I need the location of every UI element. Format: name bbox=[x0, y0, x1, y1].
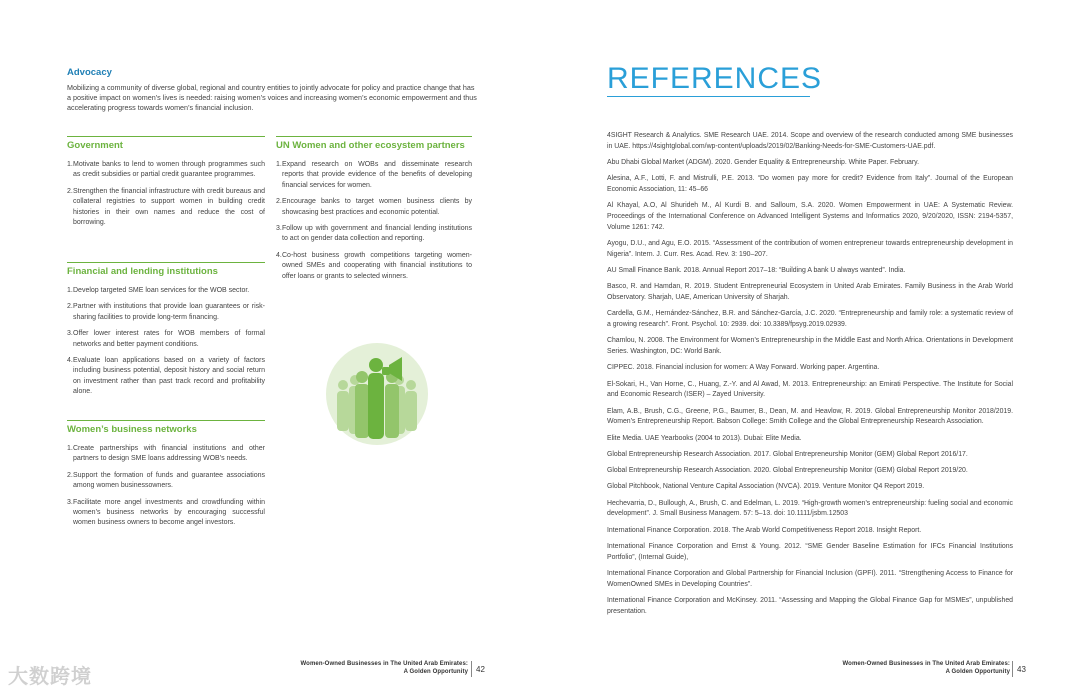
item-number: 3. bbox=[67, 498, 73, 506]
item-text: Partner with institutions that provide loan guarantees or risk-sharing facilities to provide long-term financing. bbox=[73, 303, 265, 321]
reference-entry: Ayogu, D.U., and Agu, E.O. 2015. “Assessment of the contribution of women entrepreneur towards entrepreneurship development in Nigeria”. Intern. J. Curr. Res. Acad. Rev. 3: 190–207. bbox=[607, 240, 1013, 258]
item-text: Facilitate more angel investments and crowdfunding within women’s business networks by encouraging successful women business owners to become angel investors. bbox=[73, 498, 265, 527]
list-item bbox=[67, 160, 265, 181]
government-heading: Government bbox=[67, 140, 123, 151]
item-text: Evaluate loan applications based on a variety of factors including business potential, deposit history and social return on investment rather than past track record and profitability alone. bbox=[73, 357, 265, 396]
list-item bbox=[276, 197, 472, 218]
item-text: Create partnerships with financial institutions and other partners to design SME loans addressing WOB’s needs. bbox=[73, 445, 265, 463]
reference-entry: International Finance Corporation and Ernst & Young. 2012. “SME Gender Baseline Estimation for IFCs Financial Institutions Portfolio”, (Internal Guide), bbox=[607, 543, 1013, 561]
un-women-section bbox=[276, 136, 472, 288]
references-title-underline bbox=[607, 96, 810, 97]
advocacy-body: Mobilizing a community of diverse global, regional and country entities to jointly advocate for policy and practice change that has a positive impact on women’s lives is needed: raising women’s voices and increasing women’s economic empowerment and thus accelerating progress towards women’s financial inclusion. bbox=[67, 83, 477, 113]
list-item bbox=[276, 251, 472, 282]
advocacy-heading: Advocacy bbox=[67, 67, 112, 78]
megaphone-crowd-illustration bbox=[326, 343, 428, 445]
list-item bbox=[67, 329, 265, 350]
government-list bbox=[67, 160, 265, 228]
right-footer bbox=[820, 661, 1010, 676]
item-number: 2. bbox=[67, 187, 73, 195]
reference-entry: Alesina, A.F., Lotti, F. and Mistrulli, P.E. 2013. “Do women pay more for credit? Evidence from Italy”. Journal of the European Economic Association, 11: 45–66 bbox=[607, 175, 1013, 193]
item-text: Strengthen the financial infrastructure with credit bureaus and collateral registries to support women in building credit histories in their own names and reduce the cost of borrowing. bbox=[73, 187, 265, 227]
footer-title-line2: A Golden Opportunity bbox=[403, 668, 468, 675]
item-number: 2. bbox=[67, 303, 73, 311]
item-number: 1. bbox=[67, 445, 73, 452]
item-text: Support the formation of funds and guarantee associations among women businessowners. bbox=[73, 471, 265, 490]
footer-title-line2: A Golden Opportunity bbox=[945, 668, 1010, 675]
item-number: 1. bbox=[276, 161, 282, 168]
list-item bbox=[67, 302, 265, 323]
item-number: 4. bbox=[67, 357, 73, 365]
list-item bbox=[67, 187, 265, 229]
watermark: 大数跨境 bbox=[8, 666, 92, 688]
reference-entry: International Finance Corporation and McKinsey. 2011. “Assessing and Mapping the Global Finance Gap for MSMEs”, unpublished presentation. bbox=[607, 597, 1013, 615]
reference-entry: Hechevarria, D., Bullough, A., Brush, C. and Edelman, L. 2019. “High-growth women’s entrepreneurship: fueling social and economic development”. J. Small Business Managem. 57: 5–13. doi: 10.1111/jsbm.12503 bbox=[607, 499, 1013, 518]
item-text: Expand research on WOBs and disseminate research reports that provide evidence of the benefits of developing financial services for women. bbox=[282, 161, 472, 189]
item-number: 2. bbox=[276, 198, 282, 206]
left-footer bbox=[278, 661, 468, 676]
list-item bbox=[67, 498, 265, 529]
item-number: 3. bbox=[276, 225, 282, 233]
reference-entry: 4SIGHT Research & Analytics. SME Research UAE. 2014. Scope and overview of the research conducted among SME businesses in UAE. https://4sightglobal.com/wp-content/uploads/2019/02/Banking-Needs-for-SME-Customers-UAE.pdf. bbox=[607, 132, 1013, 150]
footer-divider bbox=[471, 661, 472, 677]
reference-entry: Chamlou, N. 2008. The Environment for Women’s Entrepreneurship in the Middle East and North Africa. Orientations in Development Series. Washington, DC: World Bank. bbox=[607, 337, 1013, 355]
reference-entry: Elam, A.B., Brush, C.G., Greene, P.G., Baumer, B., Dean, M. and Heavlow, R. 2019. Global Entrepreneurship Monitor 2018/2019. Women’s Entrepreneurship Report. Babson College: Smith College and the Global Entrepreneurship Research Association. bbox=[607, 407, 1013, 426]
reference-entry: Basco, R. and Hamdan, R. 2019. Student Entrepreneurial Ecosystem in United Arab Emirates. Family Business in the Arab World Observatory. Sharjah, UAE, American University of Sharjah. bbox=[607, 283, 1013, 301]
reference-entry: Elite Media. UAE Yearbooks (2004 to 2013). Dubai: Elite Media. bbox=[607, 434, 802, 442]
financial-list bbox=[67, 286, 265, 398]
un-women-list bbox=[276, 160, 472, 282]
item-number: 2. bbox=[67, 471, 73, 479]
item-text: Follow up with government and financial lending institutions to act on gender data collection and reporting. bbox=[282, 225, 472, 243]
reference-entry: Global Entrepreneurship Research Association. 2017. Global Entrepreneurship Monitor (GEM) Global Report 2016/17. bbox=[607, 450, 968, 458]
list-item bbox=[276, 224, 472, 245]
financial-heading: Financial and lending institutions bbox=[67, 266, 218, 277]
un-women-heading: UN Women and other ecosystem partners bbox=[276, 140, 465, 151]
item-text: Encourage banks to target women business clients by showcasing best practices and economic potential. bbox=[282, 198, 472, 216]
reference-entry: CIPPEC. 2018. Financial inclusion for women: A Way Forward. Working paper. Argentina. bbox=[607, 364, 880, 372]
reference-entry: Abu Dhabi Global Market (ADGM). 2020. Gender Equality & Entrepreneurship. White Paper. February. bbox=[607, 159, 920, 166]
reference-entry: International Finance Corporation and Global Partnership for Financial Inclusion (GPFI). 2011. “Strengthening Access to Finance for WomenOwned SMEs in Developing Countries”. bbox=[607, 570, 1013, 588]
networks-list bbox=[67, 444, 265, 529]
page-number: 42 bbox=[476, 665, 485, 674]
footer-title-line1: Women-Owned Businesses in The United Arab Emirates: bbox=[842, 661, 1010, 667]
financial-institutions-section bbox=[67, 262, 265, 404]
womens-networks-section bbox=[67, 420, 265, 535]
item-text: Motivate banks to lend to women through programmes such as credit subsidies or partial credit guarantee programmes. bbox=[73, 161, 265, 179]
item-text: Develop targeted SME loan services for the WOB sector. bbox=[73, 287, 250, 294]
networks-heading: Women’s business networks bbox=[67, 424, 197, 435]
reference-entry: AU Small Finance Bank. 2018. Annual Report 2017–18: “Building A bank U always wanted”. India. bbox=[607, 267, 906, 274]
item-number: 3. bbox=[67, 330, 73, 338]
footer-title-line1: Women-Owned Businesses in The United Arab Emirates: bbox=[300, 661, 468, 667]
reference-entry: Cardella, G.M., Hernández-Sánchez, B.R. and Sánchez-García, J.C. 2020. “Entrepreneurship and family role: a systematic review of a growing research”. Front. Psychol. 10: 2939. doi: 10.3389/fpsyg.2019.02939. bbox=[607, 310, 1013, 328]
list-item bbox=[67, 286, 265, 296]
reference-entry: Al Khayal, A.O, Al Shurideh M., Al Kurdi B. and Salloum, S.A. 2020. Women Empowerment in UAE: A Systematic Review. Proceedings of the International Conference on Advanced Intelligent Systems and Informatics 2020, 9/20/2020, ISSN: 2194-5357, Volume 1261: 742. bbox=[607, 202, 1013, 231]
item-number: 1. bbox=[67, 287, 73, 294]
government-section bbox=[67, 136, 265, 234]
footer-divider bbox=[1012, 661, 1013, 677]
reference-entry: Global Pitchbook, National Venture Capital Association (NVCA). 2019. Venture Monitor Q4 Report 2019. bbox=[607, 483, 925, 491]
reference-entry: Global Entrepreneurship Research Association. 2020. Global Entrepreneurship Monitor (GEM) Global Report 2019/20. bbox=[607, 467, 968, 475]
item-number: 1. bbox=[67, 161, 73, 168]
list-item bbox=[67, 444, 265, 465]
list-item bbox=[67, 356, 265, 398]
references-list bbox=[607, 131, 1013, 623]
reference-entry: International Finance Corporation. 2018. The Arab World Competitiveness Report 2018. Insight Report. bbox=[607, 526, 922, 534]
item-text: Co-host business growth competitions targeting women-owned SMEs and cooperating with financial institutions to offer loans or grants to selected winners. bbox=[282, 251, 472, 280]
list-item bbox=[276, 160, 472, 191]
references-title: REFERENCES bbox=[607, 62, 823, 95]
reference-entry: El-Sokari, H., Van Horne, C., Huang, Z.-Y. and Al Awad, M. 2013. Entrepreneurship: an Emirati Perspective. The Institute for Social and Economic Research (ISER) – Zayed University. bbox=[607, 380, 1013, 399]
page-number: 43 bbox=[1017, 665, 1026, 674]
item-number: 4. bbox=[276, 251, 282, 259]
item-text: Offer lower interest rates for WOB members of formal networks and better payment conditions. bbox=[73, 330, 265, 348]
advocacy-section bbox=[67, 67, 477, 114]
list-item bbox=[67, 471, 265, 492]
